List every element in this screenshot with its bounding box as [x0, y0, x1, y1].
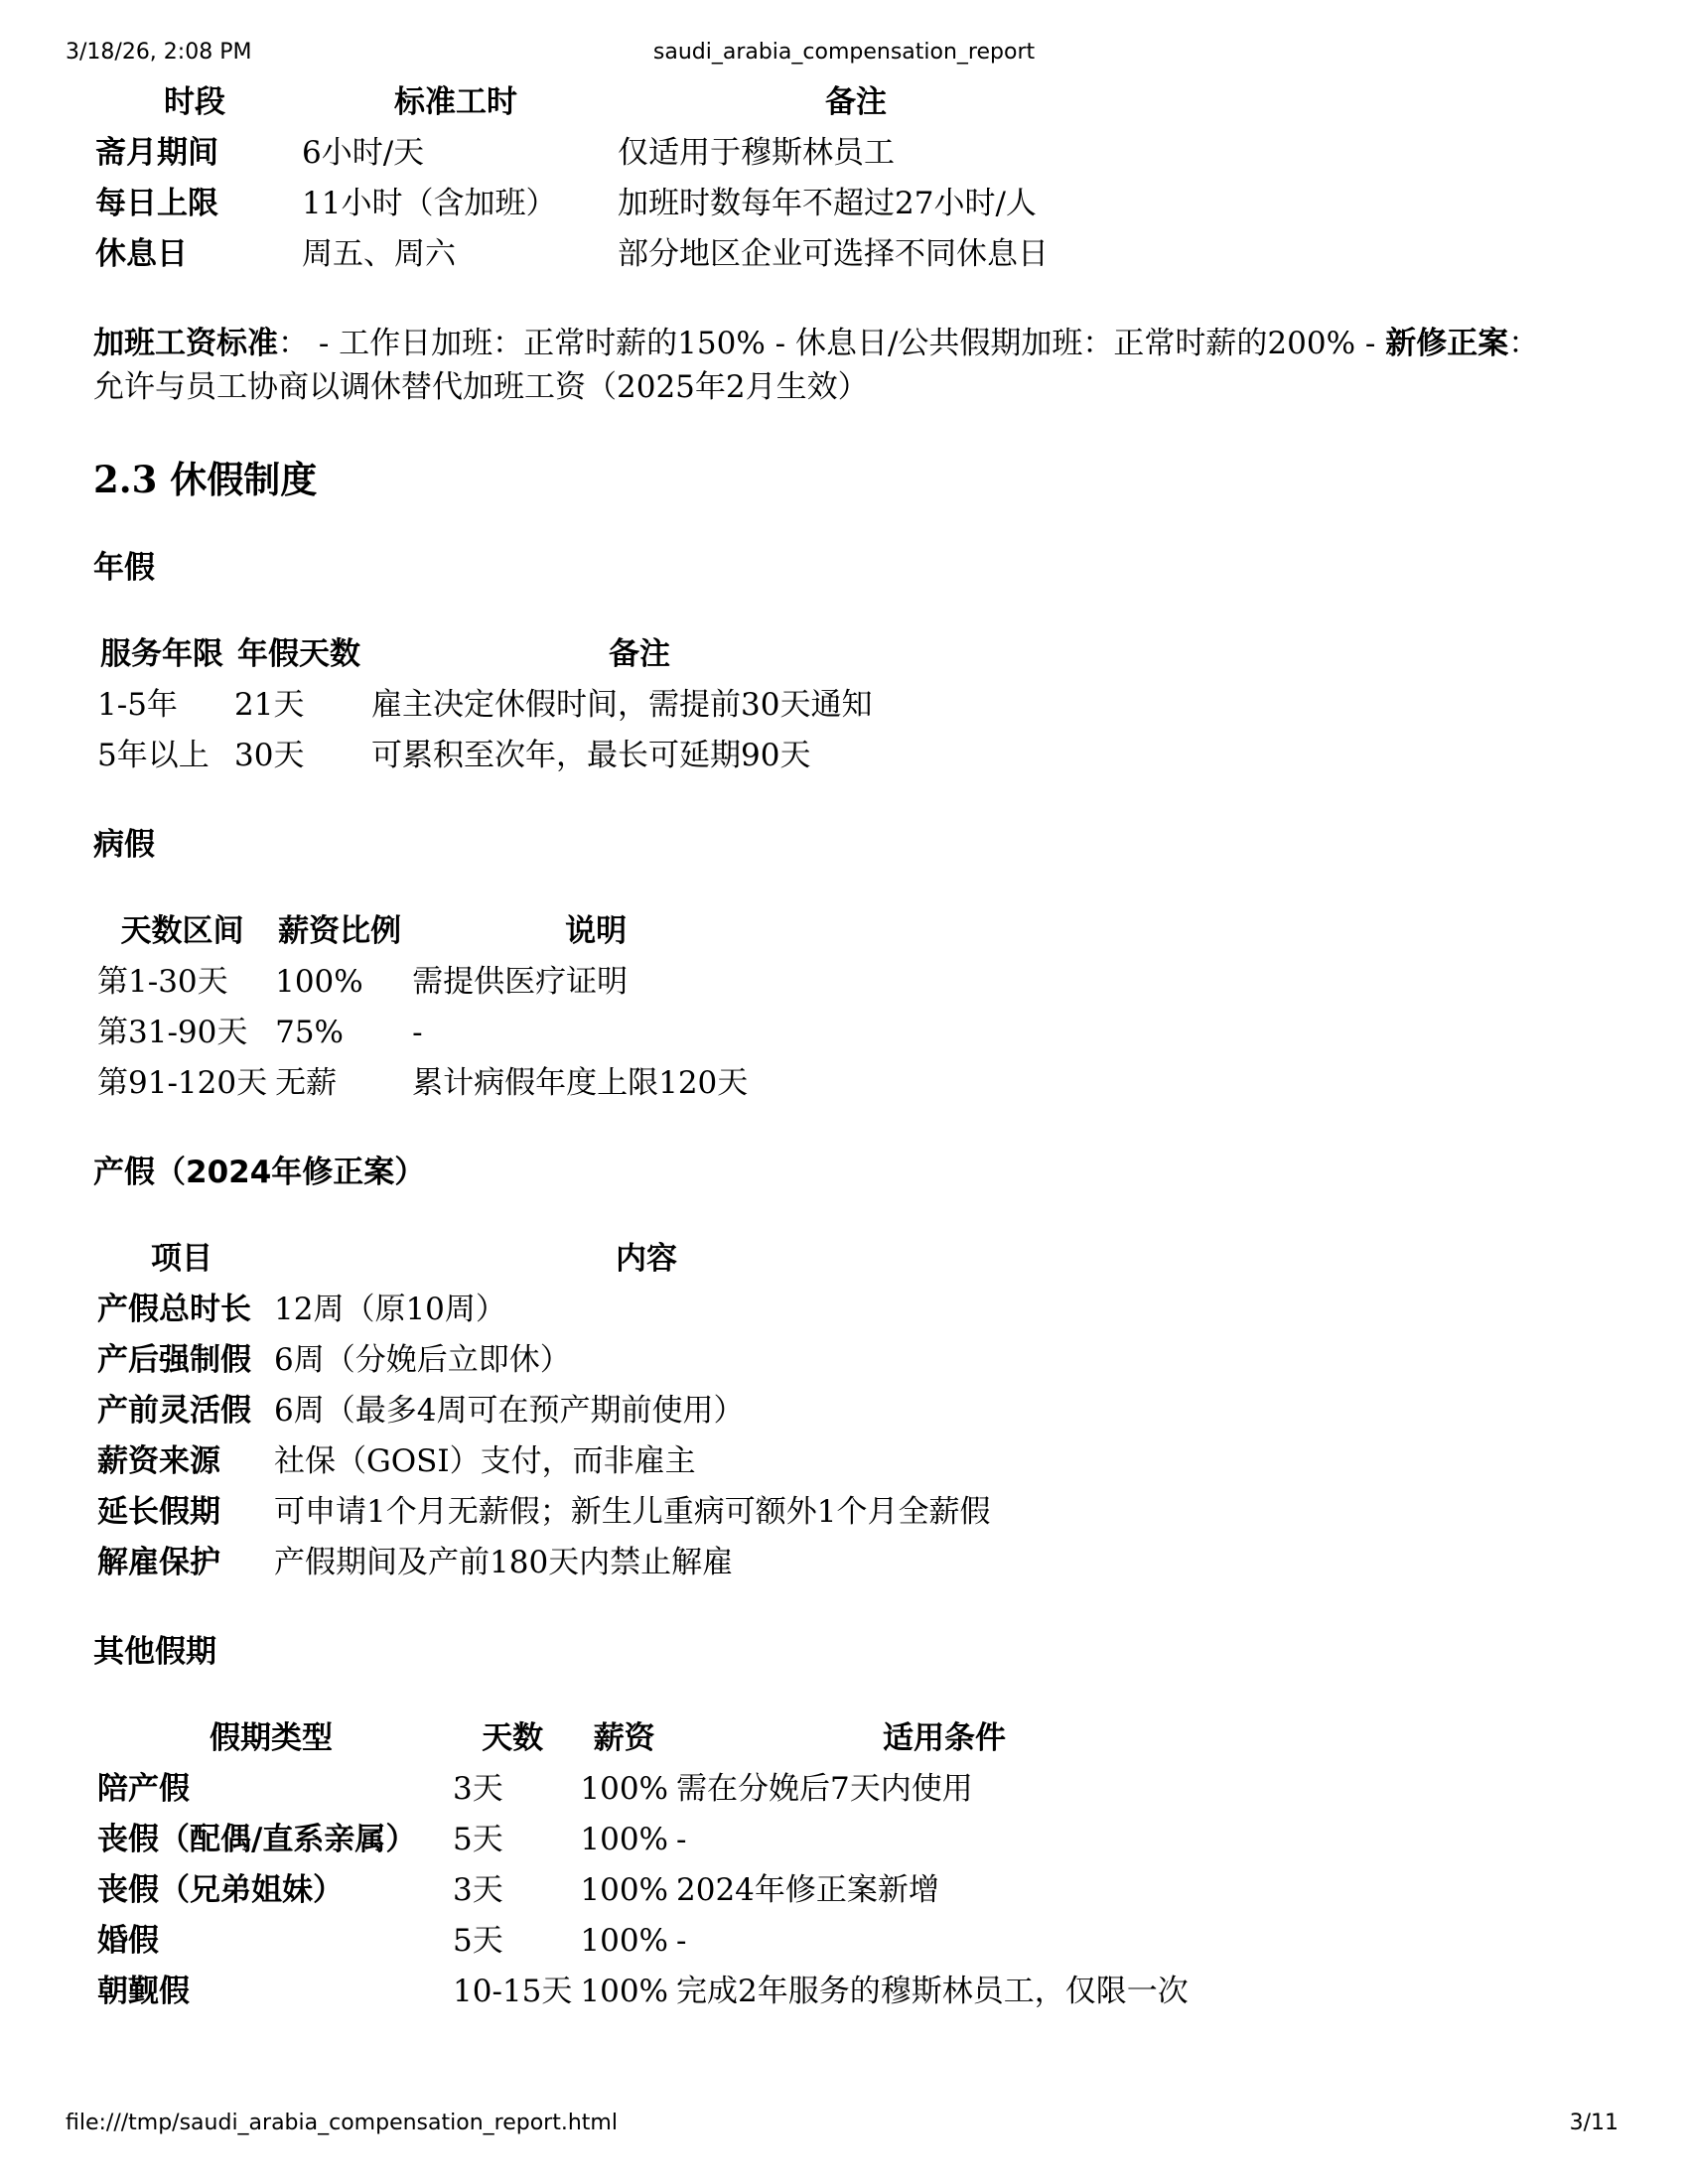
table-cell: 解雇保护 — [97, 1545, 220, 1580]
overtime-label: 加班工资标准 — [93, 326, 278, 361]
table-cell: 21天 — [234, 687, 305, 723]
table-row — [93, 1335, 1023, 1386]
table-cell: - — [676, 1822, 687, 1857]
table-cell: 休息日 — [95, 236, 188, 272]
annual-leave-header — [93, 629, 912, 680]
table-header-cell: 天数 — [482, 1720, 544, 1756]
table-cell: 完成2年服务的穆斯林员工，仅限一次 — [676, 1974, 1189, 2009]
table-row — [93, 1058, 783, 1109]
table-header-cell: 年假天数 — [237, 636, 360, 672]
table-cell: 可申请1个月无薪假；新生儿重病可额外1个月全薪假 — [274, 1494, 991, 1530]
table-cell: 11小时（含加班） — [302, 186, 557, 221]
table-row — [93, 1815, 1216, 1865]
maternity-leave-header — [93, 1234, 1023, 1285]
table-header-cell: 项目 — [151, 1241, 212, 1277]
sick-leave-header — [93, 906, 783, 957]
table-cell: 雇主决定休假时间，需提前30天通知 — [371, 687, 873, 723]
table-cell: 每日上限 — [95, 186, 218, 221]
amendment-text: ：允许与员工协商以调休替代加班工资（2025年2月生效） — [93, 326, 1540, 405]
table-cell: 加班时数每年不超过27小时/人 — [618, 186, 1037, 221]
table-cell: 产假期间及产前180天内禁止解雇 — [274, 1545, 734, 1580]
table-cell: 5年以上 — [97, 738, 210, 773]
print-datetime: 3/18/26, 2:08 PM — [66, 40, 252, 65]
table-row — [93, 1487, 1023, 1538]
table-cell: 婚假 — [97, 1923, 159, 1959]
table-cell: 1-5年 — [97, 687, 178, 723]
table-cell: 3天 — [453, 1771, 503, 1807]
table-row — [91, 179, 1098, 229]
table-cell: 无薪 — [275, 1065, 338, 1101]
table-cell: 可累积至次年，最长可延期90天 — [371, 738, 811, 773]
table-cell: 丧假（配偶/直系亲属） — [97, 1822, 417, 1857]
overtime-text: ： - 工作日加班：正常时薪的150% - 休息日/公共假期加班：正常时薪的200% - — [278, 326, 1386, 361]
table-row — [93, 1285, 1023, 1335]
section-title: 2.3 休假制度 — [93, 458, 318, 501]
table-cell: 5天 — [453, 1822, 503, 1857]
table-cell: 朝觐假 — [97, 1974, 190, 2009]
table-cell: 薪资来源 — [97, 1443, 220, 1479]
table-header-cell: 服务年限 — [100, 636, 223, 672]
table-cell: 10-15天 — [453, 1974, 573, 2009]
table-cell: 75% — [275, 1015, 344, 1050]
table-cell: 6小时/天 — [302, 135, 425, 171]
table-row — [93, 1916, 1216, 1967]
table-row — [93, 680, 912, 731]
table-row — [93, 1008, 783, 1058]
table-header-cell: 内容 — [616, 1241, 677, 1277]
table-cell: 产前灵活假 — [97, 1393, 251, 1429]
table-cell: 产后强制假 — [97, 1342, 251, 1378]
table-cell: 社保（GOSI）支付，而非雇主 — [274, 1443, 696, 1479]
maternity-leave-title: 产假（2024年修正案） — [93, 1155, 426, 1190]
table-cell: 需在分娩后7天内使用 — [676, 1771, 973, 1807]
sick-leave-table — [93, 906, 783, 1109]
table-cell: 第31-90天 — [97, 1015, 248, 1050]
table-cell: 第1-30天 — [97, 964, 228, 1000]
table-row — [93, 1764, 1216, 1815]
table-cell: 100% — [580, 1923, 669, 1959]
table-row — [93, 1538, 1023, 1588]
table-cell: 丧假（兄弟姐妹） — [97, 1872, 344, 1908]
table-cell: 6周（最多4周可在预产期前使用） — [274, 1393, 745, 1429]
table-cell: 累计病假年度上限120天 — [412, 1065, 749, 1101]
table-cell: 5天 — [453, 1923, 503, 1959]
table-header-cell: 薪资 — [593, 1720, 655, 1756]
table-row — [91, 229, 1098, 280]
table-header-cell: 备注 — [609, 636, 670, 672]
table-cell: 2024年修正案新增 — [676, 1872, 939, 1908]
overtime-paragraph — [93, 322, 1553, 409]
table-header-cell: 天数区间 — [120, 913, 244, 949]
print-title: saudi_arabia_compensation_report — [652, 40, 1036, 65]
table-row — [93, 731, 912, 781]
table-cell: 延长假期 — [97, 1494, 220, 1530]
print-header — [0, 40, 1688, 69]
table-header-cell: 适用条件 — [883, 1720, 1007, 1756]
table-header-cell: 假期类型 — [210, 1720, 333, 1756]
table-cell: 仅适用于穆斯林员工 — [618, 135, 895, 171]
hours-table-header — [91, 77, 1098, 128]
other-leave-header — [93, 1713, 1216, 1764]
table-cell: 周五、周六 — [302, 236, 456, 272]
amendment-label: 新修正案 — [1385, 326, 1509, 361]
print-url: file:///tmp/saudi_arabia_compensation_report.html — [66, 2111, 618, 2135]
table-cell: 部分地区企业可选择不同休息日 — [618, 236, 1049, 272]
annual-leave-table — [93, 629, 912, 781]
table-cell: 产假总时长 — [97, 1292, 251, 1327]
table-cell: 陪产假 — [97, 1771, 190, 1807]
table-cell: 100% — [580, 1872, 669, 1908]
table-cell: 100% — [580, 1822, 669, 1857]
table-header-cell: 说明 — [565, 913, 628, 949]
maternity-leave-table — [93, 1234, 1023, 1588]
table-cell: 斋月期间 — [95, 135, 218, 171]
table-cell: 6周（分娩后立即休） — [274, 1342, 571, 1378]
table-header-cell: 备注 — [825, 84, 887, 120]
table-header-cell: 标准工时 — [394, 84, 517, 120]
table-cell: 第91-120天 — [97, 1065, 268, 1101]
table-cell: 需提供医疗证明 — [412, 964, 629, 1000]
print-footer — [0, 2111, 1688, 2140]
document-body — [93, 77, 1563, 2017]
table-row — [93, 1386, 1023, 1436]
table-row — [93, 1865, 1216, 1916]
table-cell: 30天 — [234, 738, 305, 773]
table-cell: 100% — [580, 1974, 669, 2009]
hours-table — [91, 77, 1098, 280]
other-leave-title: 其他假期 — [93, 1634, 216, 1670]
annual-leave-title: 年假 — [93, 550, 155, 586]
table-cell: 12周（原10周） — [274, 1292, 506, 1327]
table-cell: 100% — [275, 964, 363, 1000]
table-header-cell: 时段 — [164, 84, 225, 120]
table-row — [91, 128, 1098, 179]
page-number: 3/11 — [1569, 2111, 1618, 2135]
table-row — [93, 1436, 1023, 1487]
table-cell: 3天 — [453, 1872, 503, 1908]
table-cell: - — [412, 1015, 423, 1050]
other-leave-table — [93, 1713, 1216, 2017]
table-row — [93, 957, 783, 1008]
table-row — [93, 1967, 1216, 2017]
table-cell: - — [676, 1923, 687, 1959]
table-header-cell: 薪资比例 — [278, 913, 402, 949]
table-cell: 100% — [580, 1771, 669, 1807]
sick-leave-title: 病假 — [93, 827, 155, 863]
